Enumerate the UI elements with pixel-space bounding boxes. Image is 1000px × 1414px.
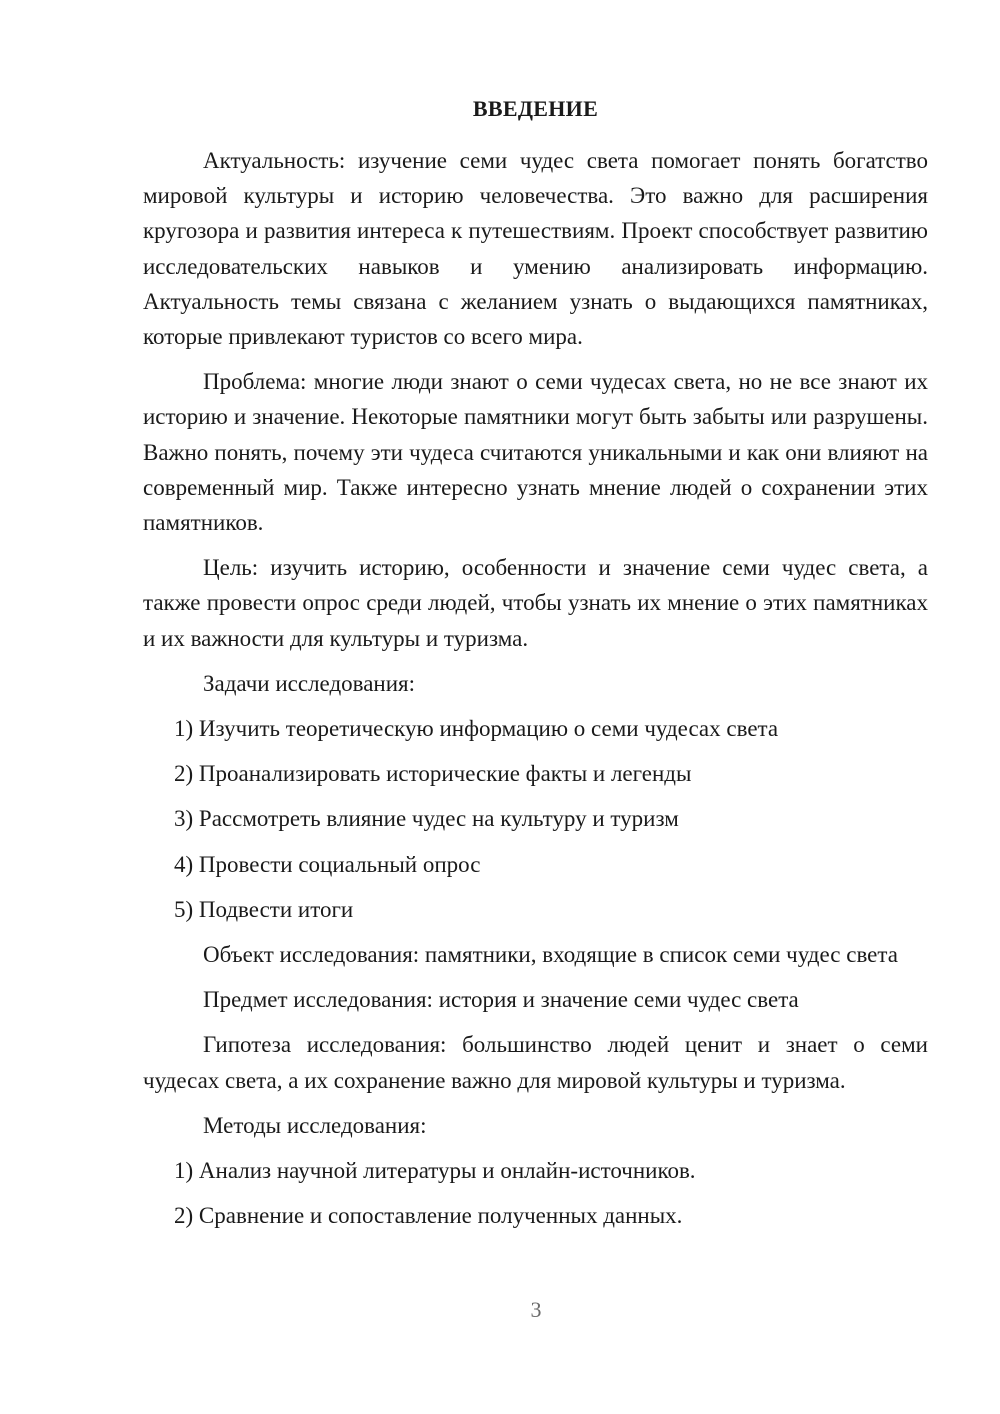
task-item: 3) Рассмотреть влияние чудес на культуру и туризм bbox=[174, 806, 679, 832]
problem-paragraph: Проблема: многие люди знают о семи чудесах света, но не все знают их историю и значение. Некоторые памятники могут быть забыты или разрушены. Важно понять, почему эти чудеса считаются уникальными и как они влияют на современный мир. Также интересно узнать мнение людей о сохранении этих памятников. bbox=[143, 369, 928, 536]
task-item: 4) Провести социальный опрос bbox=[174, 851, 481, 877]
subject-paragraph: Предмет исследования: история и значение семи чудес света bbox=[203, 987, 799, 1013]
methods-heading: Методы исследования: bbox=[203, 1112, 427, 1138]
hypothesis-paragraph: Гипотеза исследования: большинство людей ценит и знает о семи чудесах света, а их сохранение важно для мировой культуры и туризма. bbox=[143, 1032, 928, 1093]
page-number: 3 bbox=[530, 1297, 542, 1322]
goal-paragraph: Цель: изучить историю, особенности и значение семи чудес света, а также провести опрос среди людей, чтобы узнать их мнение о этих памятниках и их важности для культуры и туризма. bbox=[143, 555, 928, 651]
task-item: 1) Изучить теоретическую информацию о семи чудесах света bbox=[174, 716, 779, 742]
methods-list bbox=[143, 1153, 928, 1233]
relevance-paragraph: Актуальность: изучение семи чудес света помогает понять богатство мировой культуры и историю человечества. Это важно для расширения кругозора и развития интереса к путешествиям. Проект способствует развитию исследовательских навыков и умению анализировать информацию. Актуальность темы связана с желанием узнать о выдающихся памятниках, которые привлекают туристов со всего мира. bbox=[143, 148, 928, 350]
document-body bbox=[143, 143, 928, 1243]
page-title: ВВЕДЕНИЕ bbox=[472, 96, 599, 121]
method-item: 1) Анализ научной литературы и онлайн-источников. bbox=[174, 1158, 696, 1184]
task-item: 5) Подвести итоги bbox=[174, 896, 354, 922]
object-paragraph: Объект исследования: памятники, входящие в список семи чудес света bbox=[203, 942, 898, 968]
task-item: 2) Проанализировать исторические факты и легенды bbox=[174, 761, 692, 787]
method-item: 2) Сравнение и сопоставление полученных данных. bbox=[174, 1203, 683, 1229]
tasks-heading: Задачи исследования: bbox=[203, 670, 416, 696]
tasks-list bbox=[143, 711, 928, 927]
